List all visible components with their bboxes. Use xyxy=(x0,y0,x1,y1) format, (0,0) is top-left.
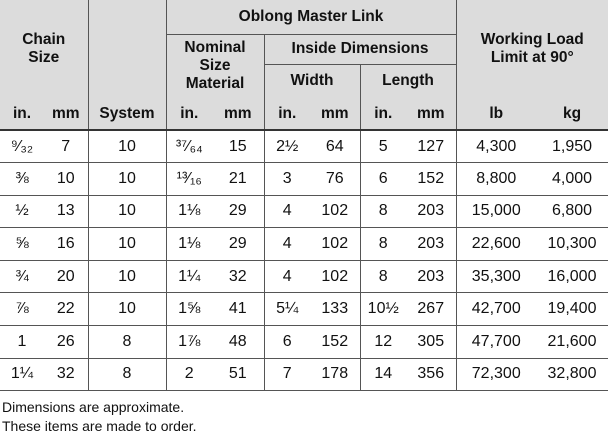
wll-lb-cell: 72,300 xyxy=(456,358,536,391)
footnote-dimensions: Dimensions are approximate. xyxy=(2,399,185,415)
nominal-mm-cell: 29 xyxy=(228,235,247,253)
nominal-mm-cell: 41 xyxy=(228,300,247,318)
unit-chain-mm: mm xyxy=(44,98,88,130)
table-row xyxy=(0,260,608,293)
length-in-cell: 8 xyxy=(360,195,406,228)
wll-lb-cell: 4,300 xyxy=(456,130,536,163)
inside-dimensions-header: Inside Dimensions xyxy=(264,34,456,64)
nominal-mm-cell: 29 xyxy=(228,202,247,220)
unit-length-mm: mm xyxy=(406,98,456,130)
wll-kg-cell: 1,950 xyxy=(551,137,593,155)
length-in-cell: 8 xyxy=(360,228,406,261)
chain-mm-cell: 20 xyxy=(56,267,75,285)
unit-nominal-in: in. xyxy=(166,98,212,130)
system-cell: 10 xyxy=(88,228,166,261)
system-cell: 8 xyxy=(88,326,166,359)
width-in-cell: 2½ xyxy=(264,130,310,163)
width-in-cell: 4 xyxy=(264,260,310,293)
wll-kg-cell: 19,400 xyxy=(547,300,597,318)
wll-kg-cell: 21,600 xyxy=(547,332,597,350)
nominal-in-cell: ¹³⁄₁₆ xyxy=(166,163,212,196)
chain-mm-cell: 22 xyxy=(56,300,75,318)
nominal-size-material-header xyxy=(166,34,264,98)
system-cell: 10 xyxy=(88,195,166,228)
width-mm-cell: 102 xyxy=(321,267,349,285)
chain-mm-cell: 10 xyxy=(56,169,75,187)
width-in-cell: 4 xyxy=(264,195,310,228)
chain-in-cell: ¾ xyxy=(15,267,29,285)
nominal-mm-cell: 32 xyxy=(228,267,247,285)
width-mm-cell: 133 xyxy=(321,300,349,318)
width-mm-cell: 64 xyxy=(325,137,344,155)
working-load-limit-label: Working Load Limit at 90° xyxy=(480,31,584,66)
unit-length-in: in. xyxy=(360,98,406,130)
wll-lb-cell: 42,700 xyxy=(456,293,536,326)
width-in-cell: 6 xyxy=(264,326,310,359)
table-row xyxy=(0,326,608,359)
footnote-made-to-order: These items are made to order. xyxy=(2,418,197,434)
system-cell: 8 xyxy=(88,358,166,391)
chain-in-cell: ⅝ xyxy=(15,235,29,253)
table-row xyxy=(0,130,608,163)
table-row xyxy=(0,358,608,391)
length-in-cell: 6 xyxy=(360,163,406,196)
length-mm-cell: 203 xyxy=(417,235,445,253)
chain-size-label: Chain Size xyxy=(22,31,66,66)
width-mm-cell: 152 xyxy=(321,332,349,350)
length-mm-cell: 203 xyxy=(417,267,445,285)
wll-kg-cell: 16,000 xyxy=(547,267,597,285)
system-cell: 10 xyxy=(88,260,166,293)
length-header: Length xyxy=(360,64,456,98)
unit-wll-lb: lb xyxy=(456,98,536,130)
wll-kg-cell: 4,000 xyxy=(551,169,593,187)
table-row xyxy=(0,195,608,228)
nominal-in-cell: ³⁷⁄₆₄ xyxy=(166,130,212,163)
chain-in-cell: ½ xyxy=(15,202,29,220)
system-cell: 10 xyxy=(88,163,166,196)
system-header-spacer xyxy=(88,0,166,98)
chain-in-cell: ⁹⁄₃₂ xyxy=(10,137,34,155)
system-cell: 10 xyxy=(88,293,166,326)
width-in-cell: 3 xyxy=(264,163,310,196)
chain-in-cell: 1¼ xyxy=(10,365,34,383)
length-mm-cell: 203 xyxy=(417,202,445,220)
chain-mm-cell: 26 xyxy=(56,332,75,350)
chain-mm-cell: 32 xyxy=(56,365,75,383)
width-mm-cell: 76 xyxy=(325,169,344,187)
nominal-in-cell: 1¼ xyxy=(166,260,212,293)
working-load-limit-header xyxy=(456,0,608,98)
system-cell: 10 xyxy=(88,130,166,163)
nominal-mm-cell: 21 xyxy=(228,169,247,187)
chain-mm-cell: 13 xyxy=(56,202,75,220)
table-row xyxy=(0,163,608,196)
wll-lb-cell: 22,600 xyxy=(456,228,536,261)
length-mm-cell: 152 xyxy=(417,169,445,187)
unit-width-in: in. xyxy=(264,98,310,130)
table-body xyxy=(0,130,608,391)
wll-kg-cell: 10,300 xyxy=(547,235,597,253)
width-header: Width xyxy=(264,64,360,98)
unit-width-mm: mm xyxy=(310,98,360,130)
chain-in-cell: ⅞ xyxy=(15,300,29,318)
width-in-cell: 5¼ xyxy=(264,293,310,326)
chain-mm-cell: 7 xyxy=(61,137,71,155)
wll-lb-cell: 47,700 xyxy=(456,326,536,359)
oblong-master-link-header: Oblong Master Link xyxy=(166,0,456,34)
length-mm-cell: 127 xyxy=(417,137,445,155)
length-mm-cell: 356 xyxy=(417,365,445,383)
nominal-in-cell: 1⅛ xyxy=(166,228,212,261)
length-in-cell: 8 xyxy=(360,260,406,293)
wll-kg-cell: 32,800 xyxy=(547,365,597,383)
nominal-size-material-label: Nominal Size Material xyxy=(184,39,246,93)
chain-size-header xyxy=(0,0,88,98)
nominal-in-cell: 1⅞ xyxy=(166,326,212,359)
nominal-in-cell: 2 xyxy=(166,358,212,391)
chain-in-cell: ⅜ xyxy=(15,169,29,187)
width-mm-cell: 102 xyxy=(321,235,349,253)
wll-lb-cell: 8,800 xyxy=(456,163,536,196)
width-mm-cell: 102 xyxy=(321,202,349,220)
length-mm-cell: 305 xyxy=(417,332,445,350)
length-in-cell: 14 xyxy=(360,358,406,391)
width-in-cell: 4 xyxy=(264,228,310,261)
nominal-in-cell: 1⅛ xyxy=(166,195,212,228)
nominal-mm-cell: 48 xyxy=(228,332,247,350)
unit-wll-kg: kg xyxy=(536,98,608,130)
length-in-cell: 12 xyxy=(360,326,406,359)
unit-chain-in: in. xyxy=(0,98,44,130)
unit-system: System xyxy=(88,98,166,130)
length-in-cell: 5 xyxy=(360,130,406,163)
wll-lb-cell: 35,300 xyxy=(456,260,536,293)
table-row xyxy=(0,293,608,326)
width-mm-cell: 178 xyxy=(321,365,349,383)
chain-in-cell: 1 xyxy=(17,332,27,350)
nominal-mm-cell: 15 xyxy=(228,137,247,155)
nominal-in-cell: 1⅝ xyxy=(166,293,212,326)
wll-lb-cell: 15,000 xyxy=(456,195,536,228)
nominal-mm-cell: 51 xyxy=(228,365,247,383)
length-in-cell: 10½ xyxy=(360,293,406,326)
width-in-cell: 7 xyxy=(264,358,310,391)
chain-mm-cell: 16 xyxy=(56,235,75,253)
unit-nominal-mm: mm xyxy=(212,98,264,130)
table-row xyxy=(0,228,608,261)
length-mm-cell: 267 xyxy=(417,300,445,318)
wll-kg-cell: 6,800 xyxy=(551,202,593,220)
